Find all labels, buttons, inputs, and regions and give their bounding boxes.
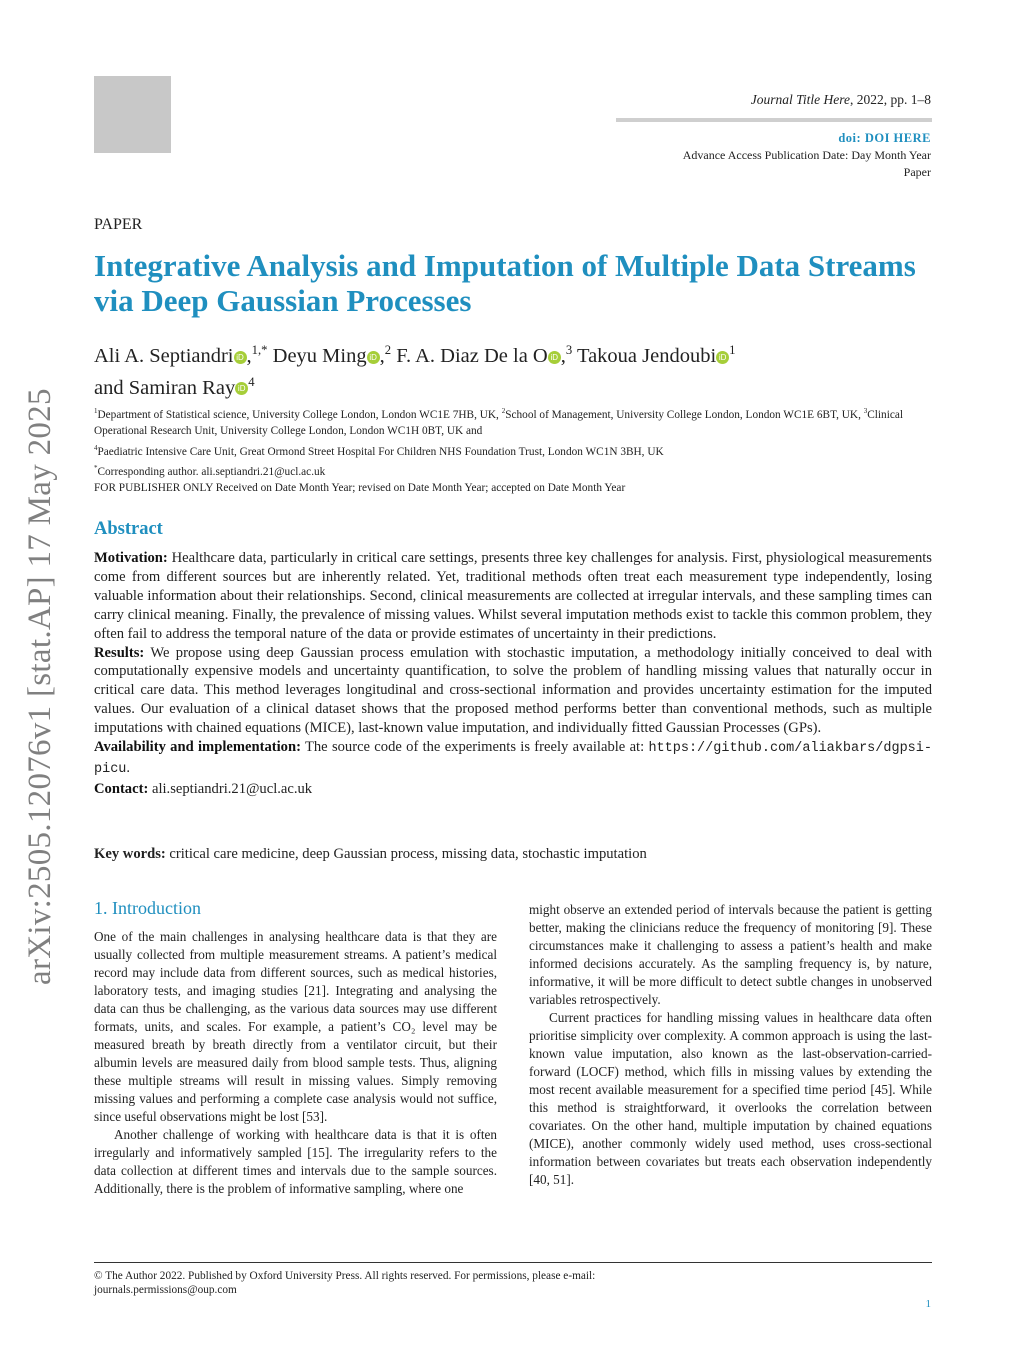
page-number: 1 xyxy=(925,1298,931,1310)
abstract-heading: Abstract xyxy=(94,519,163,539)
right-column: might observe an extended period of intervals because the patient is getting better, making the clinicians reduce the frequency of monitoring [9]. These circumstances make it challenging to assess a patient’s health and make informed decisions accurately. As the sampling frequency is, by nature, informative, it will be more difficult to detect subtle changes in unobserved variables retrospectively. Current practices for handling missing values in healthcare data often prioritise simplicity over complexity. A common approach is using the last-known value imputation, also known as the last-observation-carried-forward (LOCF) method, which fills in missing values by extending the most recent available measurement for a specified time period [45]. While this method is straightforward, it overlooks the correlation between covariates. On the other hand, multiple imputation by chained equations (MICE), another commonly widely used method, uses cross-sectional information between covariates but treats each observation independently [40, 51]. xyxy=(529,902,932,1187)
orcid-icon[interactable]: iD xyxy=(235,382,248,395)
paper-type: PAPER xyxy=(94,216,143,233)
orcid-icon[interactable]: iD xyxy=(367,351,380,364)
footer-rule xyxy=(94,1262,932,1263)
doi-link[interactable]: doi: DOI HERE xyxy=(838,131,931,145)
orcid-icon[interactable]: iD xyxy=(234,351,247,364)
orcid-icon[interactable]: iD xyxy=(716,351,729,364)
corresponding-author: Corresponding author. ali.septiandri.21@ucl.ac.uk xyxy=(97,465,326,478)
keywords: Key words: critical care medicine, deep Gaussian process, missing data, stochastic imputation xyxy=(94,846,647,862)
author-list: Ali A. Septiandri iD ,$^{1,*}$ Deyu Ming iD ,$^2$ F. A. Diaz De la O iD ,$^3$ Takoua Jendoubi $iD^1$ and Samiran Ray $iD^4$ xyxy=(94,343,736,399)
journal-citation: Journal Title Here, 2022, pp. 1–8 xyxy=(750,92,931,107)
section-heading-introduction: 1. Introduction xyxy=(94,898,201,918)
header-rule xyxy=(616,118,932,122)
journal-logo-placeholder xyxy=(94,76,171,153)
publication-info: Advance Access Publication Date: Day Month Year Paper xyxy=(682,148,931,179)
left-column: One of the main challenges in analysing healthcare data is that they are usually collected from multiple measurement streams. A patient’s medical record may include data from different sources, such as medical histories, laboratory tests, and imaging studies [21]. Integrating and analysing the data can thus be challenging, as the various data sources may use different formats, units, and scales. For example, a patient’s CO₂ level may be measured breath by breath directly from a ventilator circuit, but their albumin levels are measured daily from blood sample tests. Thus, aligning these multiple streams will result in missing values. Simply removing missing values and performing a complete case analysis would not suffice, since useful observations might be lost [53]. Another challenge of working with healthcare data is that it is often irregularly and informatively sampled [15]. The irregularity refers to the data collection at different times and intervals due to the sample sources. Additionally, there is the problem of informative sampling, where one xyxy=(94,929,497,1196)
affiliations: $^1$Department of Statistical science, University College London, London WC1E 7HB, UK, $^2$School of Management, University College London, London WC1E 6BT, UK, $^3$Clinical Operational Research Unit, University College London, London WC1H 0BT, UK and $^4$Paediatric Intensive Care Unit, Great Ormond Street Hospital For Children NHS Foundation Trust, London WC1N 3BH, UK *Corresponding author. ali.septiandri.21@ucl.ac.uk FOR PUBLISHER ONLY Received on Date Month Year; revised on Date Month Year; accepted on Date Month Year xyxy=(94,407,904,494)
paper-title: Integrative Analysis and Imputation of Multiple Data Streams via Deep Gaussian Processes xyxy=(94,248,916,318)
code-url-link[interactable]: https://github.com/aliakbars/dgpsi-picu xyxy=(94,741,932,777)
abstract-body: Motivation: Healthcare data, particularly in critical care settings, presents three key challenges for analysis. First, physiological measurements come from different sources but are inherently related. Yet, traditional methods often treat each measurement type independently, losing valuable information about their relationships. Second, clinical measurements are collected at irregular intervals, and these sampling times can carry clinical meaning. Finally, the prevalence of missing values. Whilst several imputation methods exist to tackle this common problem, they often fail to address the temporal nature of the data or provide estimates of uncertainty in their predictions. Results: We propose using deep Gaussian process emulation with stochastic imputation, a methodology initially conceived to deal with computationally expensive models and uncertainty quantification, to solve the problem of handling missing values that naturally occur in critical care data. This method leverages longitudinal and cross-sectional information and provides uncertainty estimation for the imputed values. Our evaluation of a clinical dataset shows that the proposed method performs better than conventional methods, such as multiple imputations with chained equations (MICE), last-known value imputation, and individually fitted Gaussian Processes (GPs). Availability and implementation: The source code of the experiments is freely available at: https://github.com/aliakbars/dgpsi-picu. Contact: ali.septiandri.21@ucl.ac.uk xyxy=(94,550,932,797)
arxiv-watermark: arXiv:2505.12076v1 [stat.AP] 17 May 2025 xyxy=(22,388,58,985)
copyright-notice: © The Author 2022. Published by Oxford University Press. All rights reserved. For permissions, please e-mail: journals.permissions@oup.com xyxy=(94,1270,596,1296)
orcid-icon[interactable]: iD xyxy=(548,351,561,364)
